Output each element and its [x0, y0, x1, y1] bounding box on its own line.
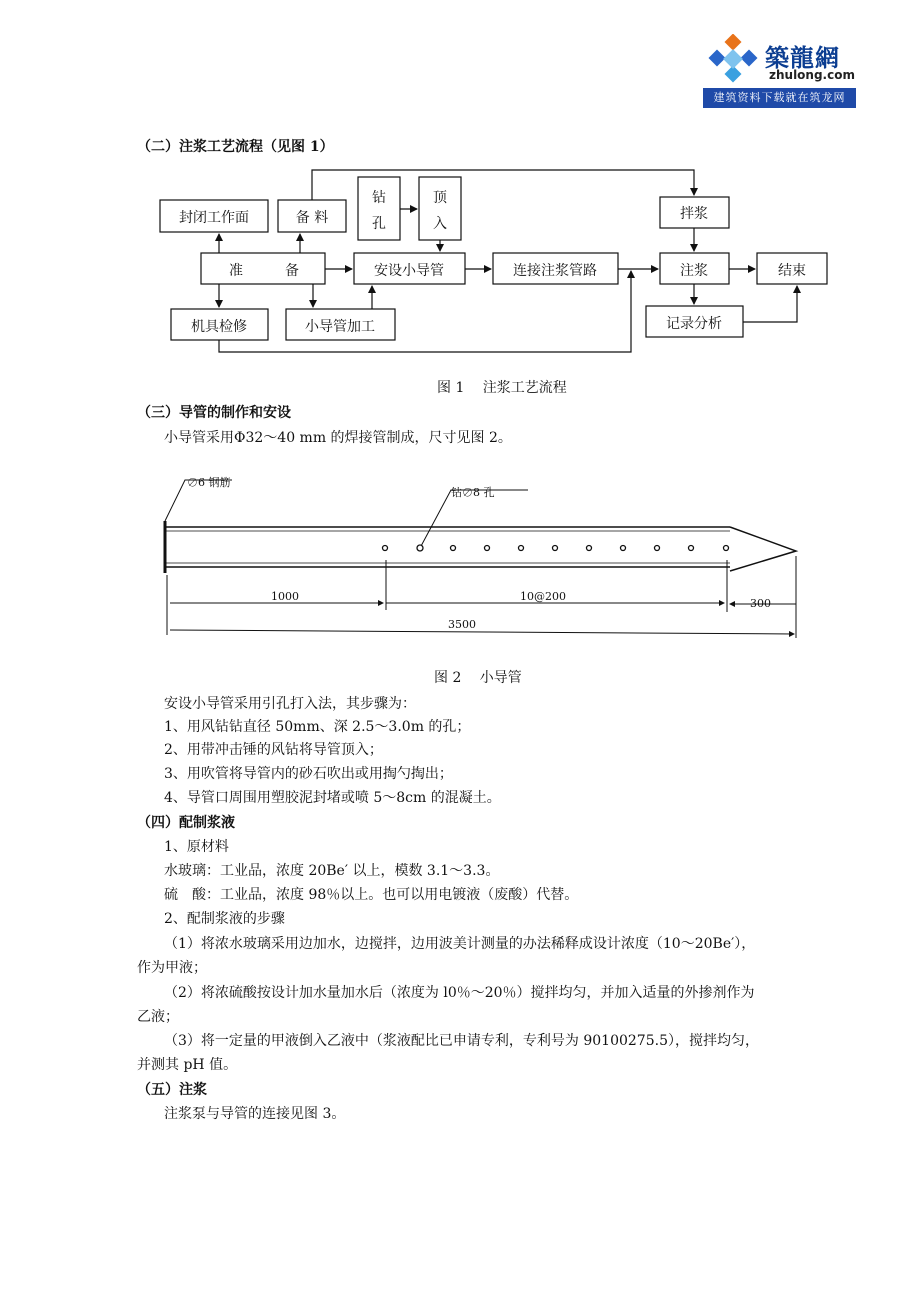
grout-hole [621, 546, 626, 551]
step-3: 3、用吹管将导管内的砂石吹出或用掏勺掏出； [164, 766, 453, 782]
step-4: 4、导管口周围用塑胶泥封堵或喷 5～8cm 的混凝土。 [164, 790, 501, 806]
prep-step-1-line-2: 作为甲液； [137, 960, 207, 976]
raw-materials-title: 1、原材料 [164, 839, 229, 855]
section-5-text: 注浆泵与导管的连接见图 3。 [164, 1106, 346, 1122]
label-install: 安设小导管 [374, 263, 444, 279]
figure-2-caption: 图 2 小导管 [434, 670, 522, 686]
grout-hole [383, 546, 388, 551]
grout-holes [383, 545, 729, 551]
label-push-b: 入 [433, 216, 447, 232]
label-end: 结束 [778, 263, 806, 279]
label-drill-a: 钻 [372, 190, 386, 206]
label-push-a: 顶 [433, 190, 447, 206]
grout-hole [485, 546, 490, 551]
grout-hole [655, 546, 660, 551]
hole-label: 钻∅8 孔 [451, 486, 495, 499]
dim-line-3500 [170, 630, 794, 634]
grout-hole [451, 546, 456, 551]
grout-hole [724, 546, 729, 551]
label-mix: 拌浆 [680, 206, 708, 222]
grout-hole [587, 546, 592, 551]
sulfuric-acid-line: 硫 酸：工业品，浓度 98％以上。也可以用电镀液（废酸）代替。 [164, 887, 579, 903]
section-3-intro: 小导管采用Φ32～40 mm 的焊接管制成，尺寸见图 2。 [164, 430, 512, 446]
dim-3500-label: 3500 [448, 618, 476, 631]
step-1: 1、用风钻钻直径 50mm、深 2.5～3.0m 的孔； [164, 719, 471, 735]
dim-300-label: 300 [750, 597, 771, 610]
prep-step-2-line-1: （2）将浓硫酸按设计加水量加水后（浓度为 l0％～20％）搅拌均匀，并加入适量的外掺剂作为 [164, 985, 755, 1001]
section-2-heading: （二）注浆工艺流程（见图 1） [137, 139, 334, 155]
prep-step-2-line-2: 乙液； [137, 1009, 179, 1025]
label-material: 备 料 [295, 210, 329, 226]
grout-hole [519, 546, 524, 551]
section-4-heading: （四）配制浆液 [137, 815, 235, 831]
step-2: 2、用带冲击锤的风钻将导管顶入； [164, 742, 383, 758]
logo-domain-text: zhulong.com [769, 68, 855, 82]
steps-intro: 安设小导管采用引孔打入法，其步骤为： [164, 696, 416, 712]
label-machine: 机具检修 [191, 319, 247, 335]
label-prepare-b: 备 [285, 263, 299, 279]
logo-slogan: 建筑资料下载就在筑龙网 [703, 88, 856, 108]
dim-spacing-label: 10@200 [520, 590, 566, 603]
label-grout: 注浆 [680, 263, 708, 279]
label-seal: 封闭工作面 [179, 210, 249, 226]
grout-hole [553, 546, 558, 551]
grout-hole [689, 546, 694, 551]
rebar-label: ∅6 钢筋 [187, 476, 231, 489]
preparation-steps-title: 2、配制浆液的步骤 [164, 911, 285, 927]
label-connect: 连接注浆管路 [513, 263, 597, 279]
section-5-heading: （五）注浆 [137, 1082, 207, 1098]
water-glass-line: 水玻璃：工业品，浓度 20Be′ 以上，模数 3.1～3.3。 [164, 863, 500, 879]
grout-hole [417, 545, 423, 551]
label-drill-b: 孔 [372, 216, 386, 232]
prep-step-3-line-2: 并测其 pH 值。 [137, 1057, 238, 1073]
label-prepare-a: 准 [229, 263, 243, 279]
prep-step-3-line-1: （3）将一定量的甲液倒入乙液中（浆液配比已申请专利，专利号为 90100275.5），搅拌均匀， [164, 1033, 759, 1049]
label-record: 记录分析 [666, 316, 722, 332]
pipe-tip [730, 527, 796, 571]
logo-chinese-text: 築龍網 [765, 43, 840, 72]
figure-1-caption: 图 1 注浆工艺流程 [437, 380, 567, 396]
prep-step-1-line-1: （1）将浓水玻璃采用边加水，边搅拌，边用波美计测量的办法稀释成设计浓度（10～20Be′）， [164, 936, 756, 952]
section-3-heading: （三）导管的制作和安设 [137, 405, 291, 421]
label-process: 小导管加工 [305, 319, 375, 335]
dim-1000-label: 1000 [271, 590, 299, 603]
